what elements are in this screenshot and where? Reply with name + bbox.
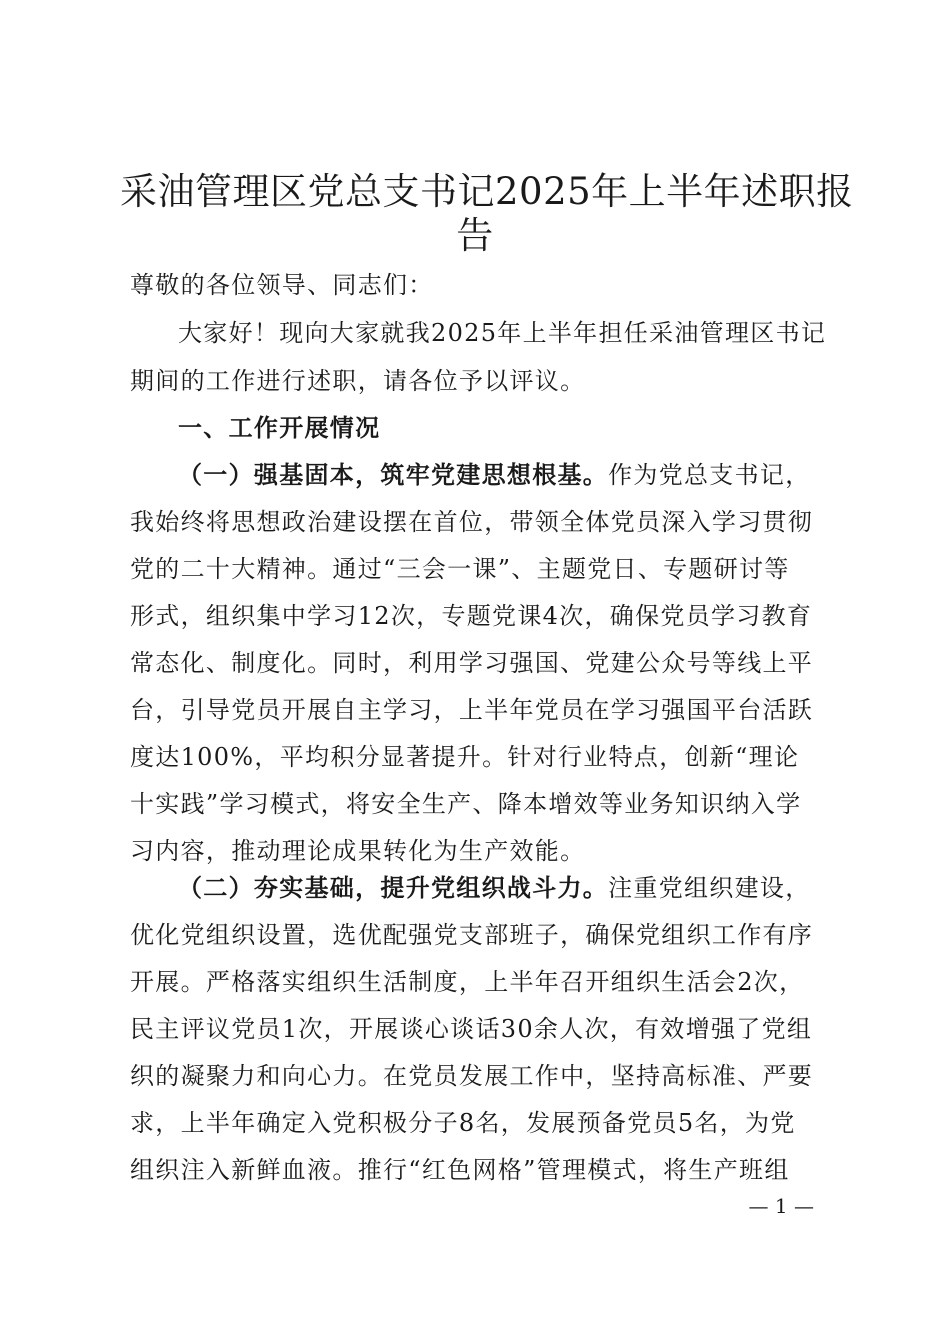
paragraph1-line-8: 习内容，推动理论成果转化为生产效能。 — [130, 837, 586, 865]
title-line-2: 告 — [456, 214, 494, 257]
paragraph1-line-5: 台，引导党员开展自主学习，上半年党员在学习强国平台活跃 — [130, 696, 814, 724]
paragraph2-line-6: 组织注入新鲜血液。推行“红色网格”管理模式，将生产班组 — [130, 1156, 790, 1184]
paragraph1-line-1: 我始终将思想政治建设摆在首位，带领全体党员深入学习贯彻 — [130, 508, 814, 536]
paragraph1-line-7: 十实践”学习模式，将安全生产、降本增效等业务知识纳入学 — [130, 790, 802, 818]
document-title — [120, 170, 854, 258]
paragraph1-line-2: 党的二十大精神。通过“三会一课”、主题党日、专题研讨等 — [130, 555, 790, 583]
title-line-1: 采油管理区党总支书记2025年上半年述职报 — [120, 170, 854, 213]
paragraph2-line-2: 开展。严格落实组织生活制度，上半年召开组织生活会2次， — [130, 968, 805, 996]
salutation: 尊敬的各位领导、同志们： — [130, 271, 434, 299]
paragraph2-first-line-text: 注重党组织建设， — [608, 874, 811, 902]
paragraph1-heading: （一）强基固本，筑牢党建思想根基。 — [178, 460, 609, 489]
section-heading: 一、工作开展情况 — [178, 413, 381, 442]
paragraph1-line-4: 常态化、制度化。同时，利用学习强国、党建公众号等线上平 — [130, 649, 814, 677]
paragraph2-line-3: 民主评议党员1次，开展谈心谈话30余人次，有效增强了党组 — [130, 1015, 813, 1043]
paragraph2-line-1: 优化党组织设置，选优配强党支部班子，确保党组织工作有序 — [130, 921, 814, 949]
paragraph2-line-5: 求，上半年确定入党积极分子8名，发展预备党员5名，为党 — [130, 1109, 796, 1137]
paragraph1-line-6: 度达100%，平均积分显著提升。针对行业特点，创新“理论 — [130, 743, 800, 771]
intro-line-2: 期间的工作进行述职，请各位予以评议。 — [130, 367, 586, 395]
paragraph2-line-4: 织的凝聚力和向心力。在党员发展工作中，坚持高标准、严要 — [130, 1062, 814, 1090]
paragraph2-first-line — [178, 873, 811, 903]
intro-line-1: 大家好！现向大家就我2025年上半年担任采油管理区书记 — [178, 319, 827, 347]
paragraph2-heading: （二）夯实基础，提升党组织战斗力。 — [178, 873, 609, 902]
paragraph1-line-3: 形式，组织集中学习12次，专题党课4次，确保党员学习教育 — [130, 602, 813, 630]
page-number: — 1 — — [748, 1194, 814, 1218]
paragraph1-first-line-text: 作为党总支书记， — [608, 461, 811, 489]
paragraph1-first-line — [178, 460, 811, 490]
